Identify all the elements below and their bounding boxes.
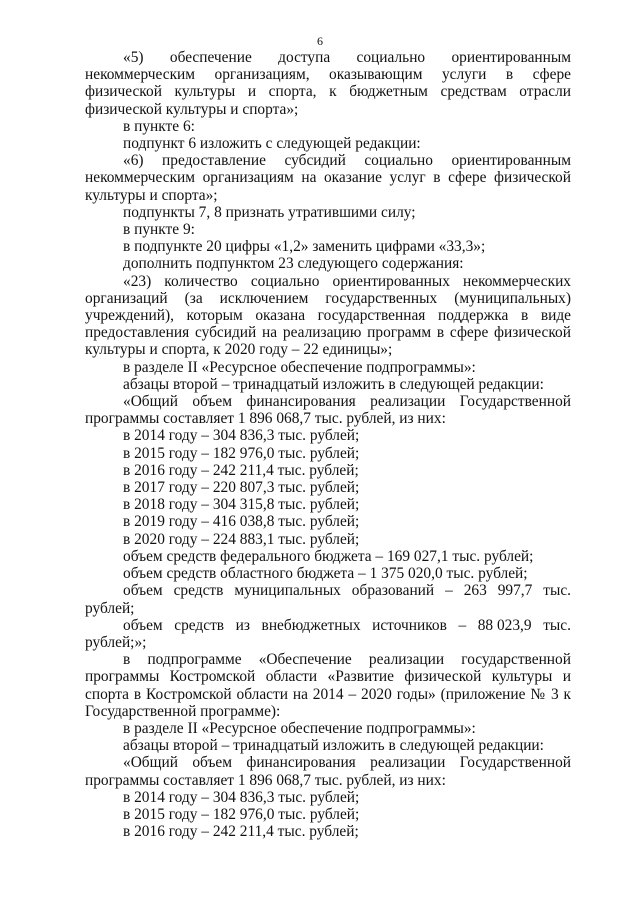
paragraph: «Общий объем финансирования реализации Государственной программы составляет 1 896 068,7 тыс. рублей, из них: <box>85 393 571 428</box>
justified-paragraph <box>85 617 571 651</box>
word: ориентированным <box>451 49 571 66</box>
paragraph-continuation: организаций (за исключением государственных (муниципальных) учреждений), которым оказана государственная поддержка в виде предоставления субсидий на реализацию программ в сфере физической культуры и спорта, к 2020 году – 22 единицы»; <box>85 289 571 359</box>
word: реализации <box>368 651 445 669</box>
paragraph-continuation: некоммерческим организациям, оказывающим услуги в сфере физической культуры и спорта, к бюджетным средствам отрасли физической культуры и спорта»; <box>85 66 571 118</box>
paragraph: дополнить подпунктом 23 следующего содержания: <box>123 255 464 273</box>
word: из <box>235 616 250 634</box>
word: 88 023,9 <box>477 616 532 634</box>
word: субсидий <box>284 152 346 170</box>
paragraph: в 2019 году – 416 038,8 тыс. рублей; <box>123 513 360 531</box>
word: доступа <box>278 49 331 66</box>
paragraph-continuation: некоммерческим организациям на оказание услуг в сфере физической культуры и спорта»; <box>85 169 571 204</box>
paragraph: объем средств областного бюджета – 1 375 020,0 тыс. рублей; <box>123 565 528 583</box>
paragraph: в 2016 году – 242 211,4 тыс. рублей; <box>123 461 359 479</box>
paragraph: объем средств федерального бюджета – 169 027,1 тыс. рублей; <box>123 547 534 565</box>
paragraph: в 2015 году – 182 976,0 тыс. рублей; <box>123 805 360 823</box>
word: количество <box>164 272 238 290</box>
word: социально <box>356 49 426 66</box>
word: ориентированных <box>332 272 450 290</box>
paragraph-first-line <box>85 651 571 668</box>
paragraph: объем средств муниципальных образований – 263 997,7 тыс. рублей; <box>85 582 571 617</box>
paragraph: «Общий объем финансирования реализации Государственной программы составляет 1 896 068,7 тыс. рублей, из них: <box>85 754 571 789</box>
paragraph-first-line <box>85 152 571 169</box>
word: «23) <box>123 272 152 290</box>
paragraph-first-line <box>85 49 571 66</box>
word: объем <box>123 616 163 634</box>
word: средств <box>174 616 225 634</box>
justified-paragraph <box>85 651 571 720</box>
word: «6) <box>123 152 144 170</box>
justified-paragraph <box>85 49 571 118</box>
word: государственной <box>461 651 571 669</box>
paragraph: в 2017 году – 220 807,3 тыс. рублей; <box>123 479 360 497</box>
word: обеспечение <box>169 49 252 66</box>
paragraph: абзацы второй – тринадцатый изложить в следующей редакции: <box>123 737 544 755</box>
paragraph: в разделе II «Ресурсное обеспечение подпрограммы»: <box>123 719 476 737</box>
word: тыс. <box>543 616 571 634</box>
paragraph: подпункты 7, 8 признать утратившими силу; <box>123 203 416 221</box>
document-body <box>85 49 571 840</box>
word: «Обеспечение <box>258 651 352 669</box>
justified-paragraph <box>85 273 571 359</box>
paragraph-first-line <box>85 273 571 290</box>
word: ориентированным <box>451 152 571 170</box>
word: «5) <box>123 49 144 66</box>
paragraph-continuation: рублей;»; <box>85 633 147 651</box>
word: предоставление <box>162 152 266 170</box>
paragraph: в 2015 году – 182 976,0 тыс. рублей; <box>123 444 360 462</box>
paragraph: в 2020 году – 224 883,1 тыс. рублей; <box>123 530 360 548</box>
word: некоммерческих <box>463 272 571 290</box>
paragraph: в 2014 году – 304 836,3 тыс. рублей; <box>123 788 360 806</box>
paragraph: подпункт 6 изложить с следующей редакции: <box>123 135 421 153</box>
word: внебюджетных <box>261 616 361 634</box>
page-number: 6 <box>317 34 323 48</box>
paragraph: в разделе II «Ресурсное обеспечение подпрограммы»: <box>123 358 476 376</box>
word: – <box>458 616 467 634</box>
paragraph: в 2018 году – 304 315,8 тыс. рублей; <box>123 496 360 514</box>
paragraph: в пункте 9: <box>123 221 195 239</box>
word: социально <box>364 152 433 170</box>
justified-paragraph <box>85 152 571 204</box>
paragraph: в 2014 году – 304 836,3 тыс. рублей; <box>123 427 360 445</box>
word: социально <box>250 272 320 290</box>
paragraph-first-line <box>85 617 571 634</box>
word: источников <box>372 616 447 634</box>
paragraph-continuation: программы Костромской области «Развитие физической культуры и спорта в Костромской области на 2014 – 2020 годы» (приложение № 3 к Государственной программе): <box>85 668 571 720</box>
paragraph: в 2016 году – 242 211,4 тыс. рублей; <box>123 823 359 841</box>
word: подпрограмме <box>147 651 242 669</box>
paragraph: абзацы второй – тринадцатый изложить в следующей редакции: <box>123 375 544 393</box>
paragraph: в подпункте 20 цифры «1,2» заменить цифрами «33,3»; <box>123 238 486 256</box>
paragraph: в пункте 6: <box>123 117 195 135</box>
word: в <box>123 651 131 669</box>
